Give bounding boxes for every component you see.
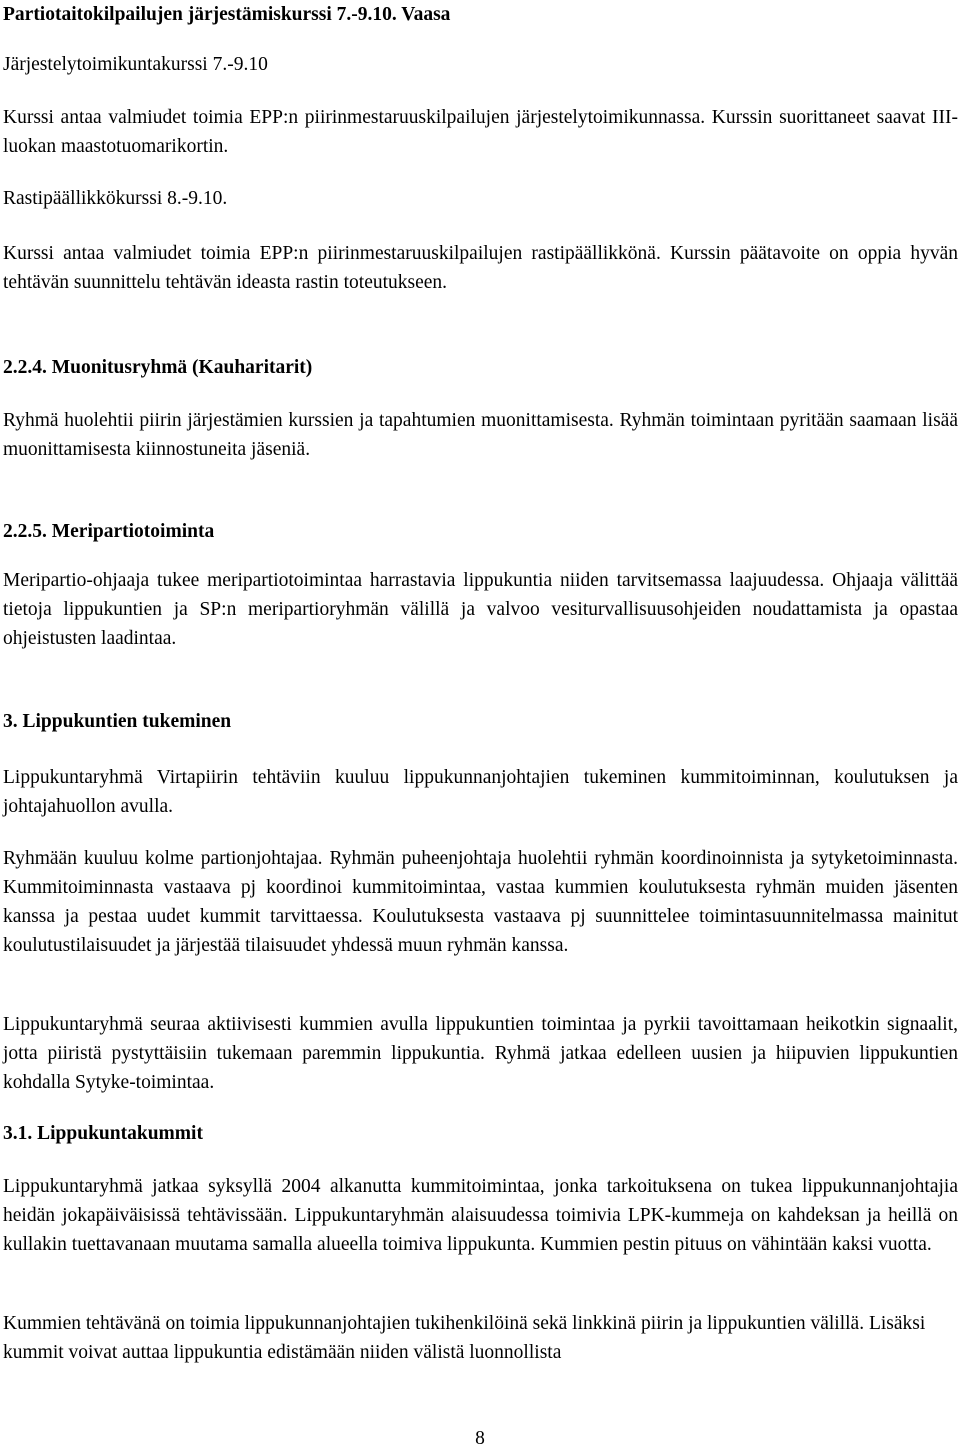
document-title: Partiotaitokilpailujen järjestämiskurssi 7.-9.10. Vaasa [3,4,451,25]
section-3-1-paragraph-1: Lippukuntaryhmä jatkaa syksyllä 2004 alkanutta kummitoimintaa, jonka tarkoituksena on tukea lippukunnanjohtajia heidän jokapäiväisissä tehtävissään. Lippukuntaryhmän alaisuudessa toimivia LPK-kummeja on kahdeksan ja heillä on kullakin tuettavanaan muutama samalla alueella toimiva lippukunta. Kummien pestin pituus on vähintään kaksi vuotta. [3,1176,958,1255]
course-description-checkpoint-chief: Kurssi antaa valmiudet toimia EPP:n piirinmestaruuskilpailujen rastipäällikkönä. Kurssin päätavoite on oppia hyvän tehtävän suunnittelu tehtävän ideasta rastin toteutukseen. [3,243,958,293]
section-heading-2-2-5: 2.2.5. Meripartiotoiminta [3,521,215,542]
section-3-paragraph-1: Lippukuntaryhmä Virtapiirin tehtäviin kuuluu lippukunnanjohtajien tukeminen kummitoiminnan, koulutuksen ja johtajahuollon avulla. [3,767,958,817]
section-3-1-paragraph-2: Kummien tehtävänä on toimia lippukunnanjohtajien tukihenkilöinä sekä linkkinä piirin ja lippukuntien välillä. Lisäksi kummit voivat auttaa lippukuntia edistämään niiden välistä luonnollista [3,1313,926,1363]
course-heading-organizing-committee: Järjestelytoimikuntakurssi 7.-9.10 [3,54,268,75]
section-heading-2-2-4: 2.2.4. Muonitusryhmä (Kauharitarit) [3,357,313,378]
page-number: 8 [475,1428,485,1449]
section-heading-3: 3. Lippukuntien tukeminen [3,711,232,732]
section-3-paragraph-3: Lippukuntaryhmä seuraa aktiivisesti kummien avulla lippukuntien toimintaa ja pyrkii tavoittamaan heikotkin signaalit, jotta piiristä pystyttäisiin tukemaan paremmin lippukuntia. Ryhmä jatkaa edelleen uusien ja hiipuvien lippukuntien kohdalla Sytyke-toimintaa. [3,1014,958,1093]
section-heading-3-1: 3.1. Lippukuntakummit [3,1123,203,1144]
section-3-paragraph-2: Ryhmään kuuluu kolme partionjohtajaa. Ryhmän puheenjohtaja huolehtii ryhmän koordinoinnista ja sytyketoiminnasta. Kummitoiminnasta vastaava pj koordinoi kummitoimintaa, vastaa kummien koulutuksesta ryhmän muiden jäsenten kanssa ja pestaa uudet kummit tarvittaessa. Koulutuksesta vastaava pj suunnittelee toimintasuunnitelmassa mainitut koulutustilaisuudet ja järjestää tilaisuudet yhdessä muun ryhmän kanssa. [3,848,958,956]
course-description-organizing-committee: Kurssi antaa valmiudet toimia EPP:n piirinmestaruuskilpailujen järjestelytoimikunnassa. Kurssin suorittaneet saavat III-luokan maastotuomarikortin. [3,107,958,157]
course-heading-checkpoint-chief: Rastipäällikkökurssi 8.-9.10. [3,188,228,209]
section-text-2-2-4: Ryhmä huolehtii piirin järjestämien kurssien ja tapahtumien muonittamisesta. Ryhmän toimintaan pyritään saamaan lisää muonittamisesta kiinnostuneita jäseniä. [3,410,958,460]
section-text-2-2-5: Meripartio-ohjaaja tukee meripartiotoimintaa harrastavia lippukuntia niiden tarvitsemassa laajuudessa. Ohjaaja välittää tietoja lippukuntien ja SP:n meripartioryhmän välillä ja valvoo vesiturvallisuusohjeiden noudattamista ja opastaa ohjeistusten laadintaa. [3,570,958,649]
